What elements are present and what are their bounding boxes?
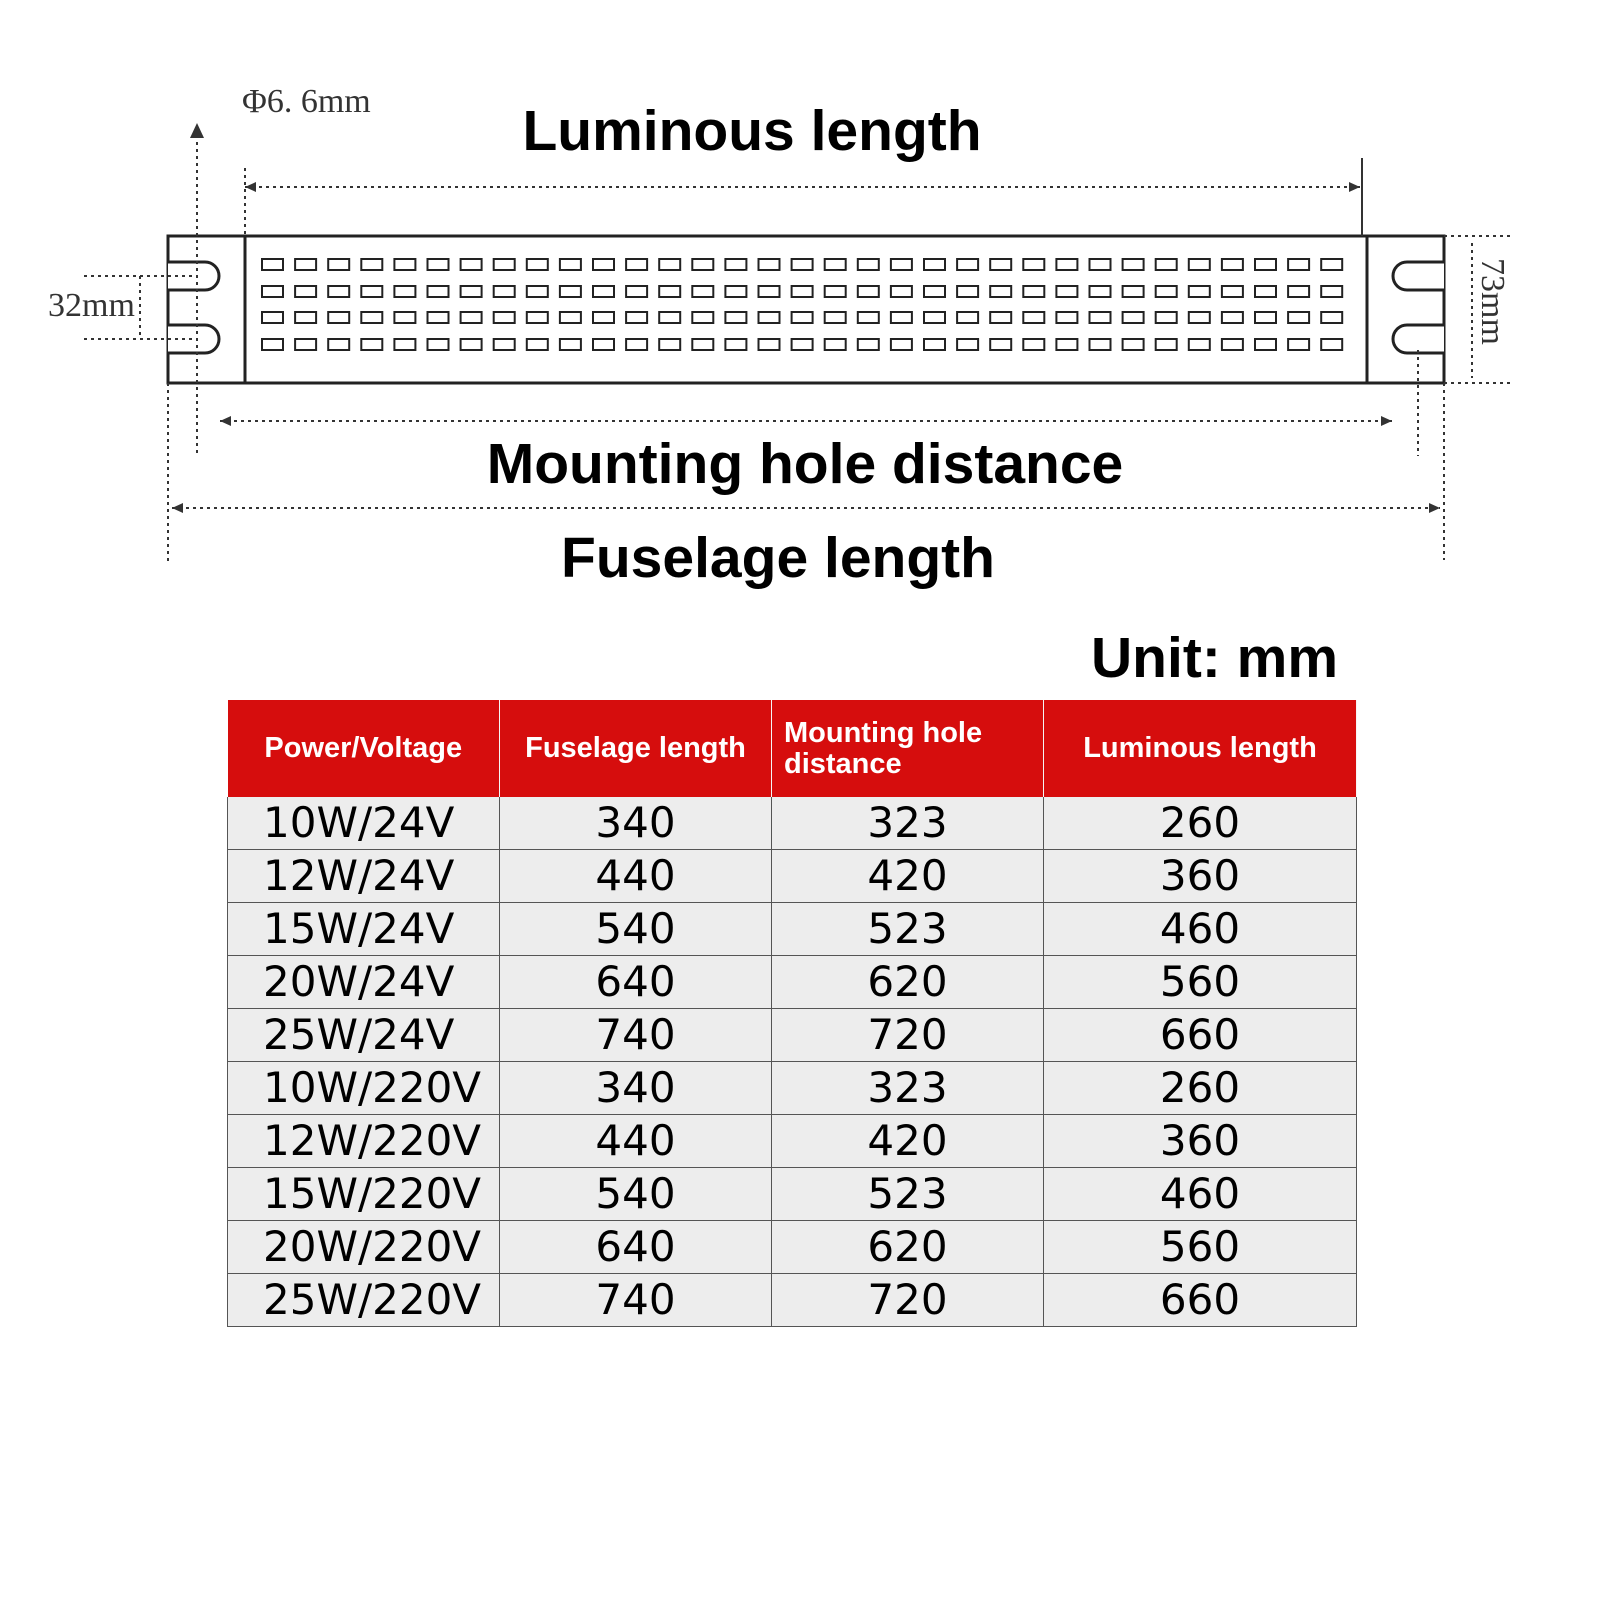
cell-power-voltage: 10W/24V	[228, 797, 500, 850]
led-chip	[1321, 259, 1342, 270]
led-chip	[295, 259, 316, 270]
led-chip	[1321, 312, 1342, 323]
led-chip	[593, 339, 614, 350]
cell-fuselage-length: 340	[500, 1062, 772, 1115]
header-luminous-length: Luminous length	[1044, 700, 1357, 797]
led-chip	[957, 259, 978, 270]
led-chip	[527, 312, 548, 323]
led-chip	[560, 259, 581, 270]
led-chip	[825, 286, 846, 297]
led-chip	[1090, 339, 1111, 350]
led-chip	[725, 339, 746, 350]
led-chip	[1189, 286, 1210, 297]
hole-diameter-label: Φ6. 6mm	[242, 83, 371, 120]
cell-mounting-hole-distance: 323	[772, 1062, 1044, 1115]
cell-fuselage-length: 440	[500, 850, 772, 903]
led-chip	[461, 312, 482, 323]
led-chip	[1156, 286, 1177, 297]
table-row	[228, 1115, 1357, 1168]
specification-table	[227, 700, 1357, 1327]
led-chip	[394, 339, 415, 350]
led-chip	[957, 286, 978, 297]
led-chip	[1255, 312, 1276, 323]
right-end-cap	[1367, 236, 1444, 383]
led-chip	[428, 259, 449, 270]
cell-fuselage-length: 740	[500, 1274, 772, 1327]
led-chip	[1023, 339, 1044, 350]
led-chip	[792, 339, 813, 350]
led-chip	[990, 312, 1011, 323]
led-chip	[825, 259, 846, 270]
cell-power-voltage: 20W/24V	[228, 956, 500, 1009]
led-chip	[759, 312, 780, 323]
arrow-head	[1349, 182, 1360, 192]
led-chip	[1156, 312, 1177, 323]
header-power-voltage: Power/Voltage	[228, 700, 500, 797]
led-chip	[1156, 339, 1177, 350]
table-row	[228, 1062, 1357, 1115]
led-chip	[1056, 312, 1077, 323]
led-chip	[1255, 286, 1276, 297]
led-chip	[295, 339, 316, 350]
arrow-head	[245, 182, 256, 192]
led-chip	[1123, 259, 1144, 270]
cell-power-voltage: 20W/220V	[228, 1221, 500, 1274]
arrow-head	[190, 123, 204, 138]
led-chip	[394, 286, 415, 297]
led-chip	[1156, 259, 1177, 270]
led-chip	[891, 339, 912, 350]
cell-power-voltage: 10W/220V	[228, 1062, 500, 1115]
table-row	[228, 1221, 1357, 1274]
led-chip	[626, 286, 647, 297]
led-chip	[328, 339, 349, 350]
cell-fuselage-length: 340	[500, 797, 772, 850]
led-chip	[394, 259, 415, 270]
cell-fuselage-length: 640	[500, 1221, 772, 1274]
led-chip	[1255, 259, 1276, 270]
led-chip	[494, 339, 515, 350]
led-chip	[1056, 339, 1077, 350]
led-chip	[626, 259, 647, 270]
led-chip	[361, 286, 382, 297]
width-label: 73mm	[1474, 258, 1511, 345]
cell-luminous-length: 460	[1044, 1168, 1357, 1221]
led-chip	[957, 339, 978, 350]
cell-power-voltage: 25W/24V	[228, 1009, 500, 1062]
led-chip	[461, 286, 482, 297]
cell-mounting-hole-distance: 620	[772, 1221, 1044, 1274]
left-end-cap	[168, 236, 245, 383]
led-chip	[692, 339, 713, 350]
table-row	[228, 903, 1357, 956]
led-chip	[1123, 339, 1144, 350]
table-row	[228, 850, 1357, 903]
led-chip	[1023, 312, 1044, 323]
lamp-dimension-diagram	[0, 0, 1600, 620]
cell-mounting-hole-distance: 323	[772, 797, 1044, 850]
led-chip	[924, 259, 945, 270]
slot-spacing-label: 32mm	[48, 287, 135, 324]
led-chip	[361, 312, 382, 323]
arrow-head	[172, 503, 183, 513]
led-chip	[626, 339, 647, 350]
led-chip	[692, 312, 713, 323]
led-chip	[924, 339, 945, 350]
led-chip	[1123, 312, 1144, 323]
led-chip	[461, 259, 482, 270]
right-mounting-slot	[1393, 262, 1444, 290]
led-chip	[428, 286, 449, 297]
table-row	[228, 1274, 1357, 1327]
led-chip	[1090, 286, 1111, 297]
led-chip	[858, 312, 879, 323]
mounting-hole-distance-label: Mounting hole distance	[486, 432, 1124, 496]
led-chip	[759, 339, 780, 350]
led-chip	[560, 286, 581, 297]
cell-power-voltage: 12W/24V	[228, 850, 500, 903]
led-chip	[990, 339, 1011, 350]
led-chip	[361, 259, 382, 270]
led-chip	[924, 286, 945, 297]
led-chip	[725, 259, 746, 270]
led-chip	[792, 286, 813, 297]
led-chip	[891, 286, 912, 297]
table-row	[228, 1168, 1357, 1221]
led-chip	[1288, 286, 1309, 297]
led-chip	[957, 312, 978, 323]
led-chip	[1023, 259, 1044, 270]
table-header-row	[228, 700, 1357, 797]
cell-fuselage-length: 740	[500, 1009, 772, 1062]
led-chip	[1255, 339, 1276, 350]
right-mounting-slot	[1393, 325, 1444, 353]
led-chip	[262, 286, 283, 297]
led-chip	[593, 312, 614, 323]
table-row	[228, 1009, 1357, 1062]
led-chip	[494, 259, 515, 270]
led-chip	[1023, 286, 1044, 297]
led-chip	[361, 339, 382, 350]
led-chip	[593, 259, 614, 270]
fuselage-length-label: Fuselage length	[561, 526, 995, 590]
led-chip	[759, 259, 780, 270]
led-chip	[725, 312, 746, 323]
led-chip	[792, 259, 813, 270]
led-chip	[924, 312, 945, 323]
led-chip	[328, 286, 349, 297]
cell-fuselage-length: 640	[500, 956, 772, 1009]
table-row	[228, 797, 1357, 850]
led-chip	[792, 312, 813, 323]
led-chip	[328, 259, 349, 270]
led-chip	[428, 312, 449, 323]
led-chip	[1222, 286, 1243, 297]
led-chip	[1056, 286, 1077, 297]
arrow-head	[1381, 416, 1392, 426]
unit-label: Unit: mm	[1091, 626, 1338, 690]
led-chip	[1090, 312, 1111, 323]
cell-luminous-length: 360	[1044, 850, 1357, 903]
cell-power-voltage: 15W/24V	[228, 903, 500, 956]
led-chip	[494, 312, 515, 323]
led-chip	[1123, 286, 1144, 297]
cell-power-voltage: 15W/220V	[228, 1168, 500, 1221]
cell-fuselage-length: 440	[500, 1115, 772, 1168]
led-chip	[1189, 312, 1210, 323]
cell-mounting-hole-distance: 523	[772, 1168, 1044, 1221]
led-chip	[659, 312, 680, 323]
cell-fuselage-length: 540	[500, 903, 772, 956]
led-chip	[1222, 259, 1243, 270]
cell-power-voltage: 25W/220V	[228, 1274, 500, 1327]
cell-mounting-hole-distance: 720	[772, 1274, 1044, 1327]
cell-mounting-hole-distance: 420	[772, 850, 1044, 903]
led-chip	[759, 286, 780, 297]
cell-mounting-hole-distance: 420	[772, 1115, 1044, 1168]
led-chip	[659, 286, 680, 297]
led-chip	[527, 259, 548, 270]
led-chip	[825, 339, 846, 350]
led-chip	[527, 286, 548, 297]
cell-luminous-length: 460	[1044, 903, 1357, 956]
cell-fuselage-length: 540	[500, 1168, 772, 1221]
led-chip	[825, 312, 846, 323]
led-chip	[858, 259, 879, 270]
cell-luminous-length: 660	[1044, 1009, 1357, 1062]
led-chip	[659, 339, 680, 350]
led-chip	[560, 339, 581, 350]
cell-luminous-length: 260	[1044, 797, 1357, 850]
led-chip	[1288, 339, 1309, 350]
cell-mounting-hole-distance: 523	[772, 903, 1044, 956]
led-chip	[1056, 259, 1077, 270]
led-chip	[990, 259, 1011, 270]
cell-mounting-hole-distance: 620	[772, 956, 1044, 1009]
led-chip	[891, 259, 912, 270]
led-chip	[1090, 259, 1111, 270]
led-chip	[1321, 339, 1342, 350]
led-chip	[1189, 339, 1210, 350]
led-chip	[990, 286, 1011, 297]
led-chip	[262, 312, 283, 323]
arrow-head	[1429, 503, 1440, 513]
led-chip	[461, 339, 482, 350]
table-row	[228, 956, 1357, 1009]
led-chip	[593, 286, 614, 297]
led-chip	[262, 259, 283, 270]
led-chip	[1321, 286, 1342, 297]
cell-luminous-length: 560	[1044, 1221, 1357, 1274]
arrow-head	[220, 416, 231, 426]
led-chip	[692, 286, 713, 297]
led-chip	[1222, 339, 1243, 350]
cell-power-voltage: 12W/220V	[228, 1115, 500, 1168]
luminous-length-label: Luminous length	[522, 99, 982, 163]
led-chip	[858, 286, 879, 297]
led-chip	[295, 286, 316, 297]
led-chip	[1288, 312, 1309, 323]
cell-luminous-length: 360	[1044, 1115, 1357, 1168]
header-fuselage-length: Fuselage length	[500, 700, 772, 797]
cell-luminous-length: 560	[1044, 956, 1357, 1009]
led-chip	[692, 259, 713, 270]
led-chip	[394, 312, 415, 323]
cell-luminous-length: 660	[1044, 1274, 1357, 1327]
cell-mounting-hole-distance: 720	[772, 1009, 1044, 1062]
led-chip	[1288, 259, 1309, 270]
led-chip	[328, 312, 349, 323]
led-chip	[1189, 259, 1210, 270]
header-mounting-hole-distance: Mounting hole distance	[772, 700, 1044, 797]
led-chip	[262, 339, 283, 350]
led-chip	[295, 312, 316, 323]
led-chip	[659, 259, 680, 270]
led-chip	[527, 339, 548, 350]
led-chip	[494, 286, 515, 297]
cell-luminous-length: 260	[1044, 1062, 1357, 1115]
led-chip	[560, 312, 581, 323]
led-chip	[891, 312, 912, 323]
led-chip	[725, 286, 746, 297]
led-chip	[428, 339, 449, 350]
led-chip	[858, 339, 879, 350]
led-chip	[1222, 312, 1243, 323]
led-chip	[626, 312, 647, 323]
